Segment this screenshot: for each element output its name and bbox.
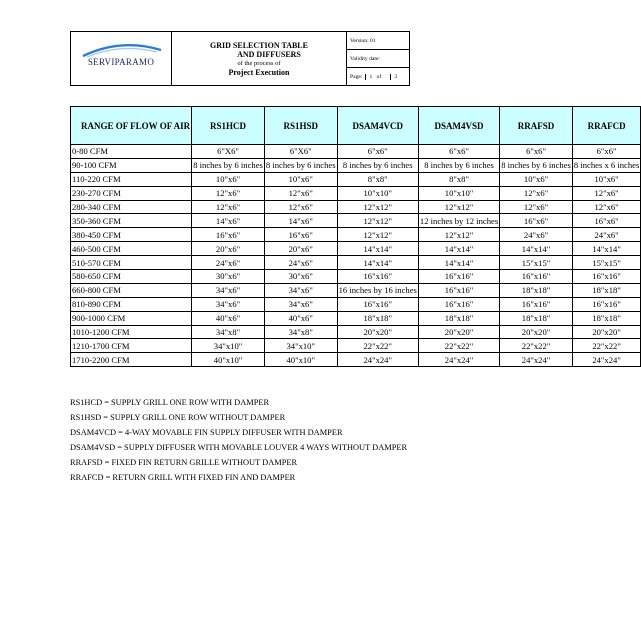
size-cell: 40"x10" <box>264 353 337 367</box>
size-cell: 6"X6" <box>192 145 265 159</box>
size-cell: 12"x6" <box>500 186 573 200</box>
size-cell: 16"x16" <box>418 297 499 311</box>
table-row <box>71 158 641 172</box>
size-cell: 12"x12" <box>337 200 418 214</box>
table-row <box>71 214 641 228</box>
size-cell: 8"x8" <box>418 172 499 186</box>
size-cell: 30"x6" <box>264 270 337 284</box>
document-title <box>172 32 347 86</box>
page-number: 1 of <box>365 74 387 80</box>
size-cell: 20"x20" <box>572 325 640 339</box>
size-cell: 14"x14" <box>337 256 418 270</box>
table-row <box>71 353 641 367</box>
flow-range-cell: 810-890 CFM <box>71 297 192 311</box>
size-cell: 12"x6" <box>192 200 265 214</box>
size-cell: 18"x18" <box>572 311 640 325</box>
version-text: Version: 01 <box>350 37 376 44</box>
size-cell: 34"x6" <box>192 297 265 311</box>
size-cell: 12"x6" <box>264 186 337 200</box>
size-cell: 16"x16" <box>572 270 640 284</box>
page-cell <box>347 68 410 86</box>
size-cell: 10"x10" <box>418 186 499 200</box>
size-cell: 14"x14" <box>418 242 499 256</box>
flow-range-cell: 460-500 CFM <box>71 242 192 256</box>
size-cell: 12"x12" <box>337 214 418 228</box>
column-header: RRAFSD <box>500 107 573 145</box>
size-cell: 16"x16" <box>500 297 573 311</box>
flow-range-cell: 580-650 CFM <box>71 270 192 284</box>
column-header: DSAM4VSD <box>418 107 499 145</box>
size-cell: 34"x10" <box>192 339 265 353</box>
page-label: Page: <box>350 73 363 80</box>
size-cell: 22"x22" <box>572 339 640 353</box>
size-cell: 24"x6" <box>264 256 337 270</box>
table-row <box>71 256 641 270</box>
size-cell: 14"x14" <box>418 256 499 270</box>
size-cell: 6"X6" <box>264 145 337 159</box>
size-cell: 20"x20" <box>337 325 418 339</box>
legend-item: RRAFSD = FIXED FIN RETURN GRILLE WITHOUT DAMPER <box>70 458 298 467</box>
size-cell: 15"x15" <box>500 256 573 270</box>
table-row <box>71 200 641 214</box>
size-cell: 18"x18" <box>337 311 418 325</box>
size-cell: 22"x22" <box>337 339 418 353</box>
table-row <box>71 172 641 186</box>
logo-cell <box>71 32 172 86</box>
table-row <box>71 145 641 159</box>
flow-range-cell: 900-1000 CFM <box>71 311 192 325</box>
column-header: DSAM4VCD <box>337 107 418 145</box>
size-cell: 16"x6" <box>572 214 640 228</box>
size-cell: 14"x6" <box>264 214 337 228</box>
size-cell: 24"x24" <box>418 353 499 367</box>
size-cell: 15"x15" <box>572 256 640 270</box>
flow-range-cell: 510-570 CFM <box>71 256 192 270</box>
legend-item: RS1HCD = SUPPLY GRILL ONE ROW WITH DAMPER <box>70 398 270 407</box>
validity-text: Validity date: <box>350 55 380 62</box>
size-cell: 24"x6" <box>500 228 573 242</box>
size-cell: 16"x6" <box>192 228 265 242</box>
size-cell: 12"x12" <box>418 228 499 242</box>
size-cell: 10"x6" <box>192 172 265 186</box>
flow-range-cell: 90-100 CFM <box>71 158 192 172</box>
column-header: RS1HSD <box>264 107 337 145</box>
size-cell: 20"x20" <box>500 325 573 339</box>
size-cell: 8 inches x 6 inches <box>573 160 640 171</box>
size-cell: 10"x6" <box>572 172 640 186</box>
size-cell: 22"x22" <box>418 339 499 353</box>
size-cell: 34"x10" <box>264 339 337 353</box>
table-row <box>71 325 641 339</box>
column-header: RS1HCD <box>192 107 265 145</box>
logo-text: SERVIPARAMO <box>87 57 155 67</box>
table-row <box>71 283 641 297</box>
size-cell: 14"x14" <box>500 242 573 256</box>
table-row <box>71 311 641 325</box>
table-body <box>71 145 641 367</box>
validity-cell <box>347 50 410 68</box>
size-cell: 10"x10" <box>337 186 418 200</box>
serviparamo-logo <box>77 40 165 72</box>
page-total: 3 <box>390 74 400 80</box>
legend-item: DSAM4VSD = SUPPLY DIFFUSER WITH MOVABLE LOUVER 4 WAYS WITHOUT DAMPER <box>70 443 408 452</box>
flow-range-cell: 1010-1200 CFM <box>71 325 192 339</box>
size-cell: 16 inches by 16 inches <box>338 285 417 296</box>
size-cell: 24"x24" <box>572 353 640 367</box>
size-cell: 12"x12" <box>337 228 418 242</box>
table-row <box>71 242 641 256</box>
size-cell: 14"x14" <box>337 242 418 256</box>
size-cell: 24"x24" <box>500 353 573 367</box>
flow-range-cell: 1710-2200 CFM <box>71 353 192 367</box>
size-cell: 24"x24" <box>337 353 418 367</box>
title-line-3: of the process of <box>237 59 281 67</box>
grid-selection-table <box>70 106 641 367</box>
flow-range-cell: 380-450 CFM <box>71 228 192 242</box>
flow-range-cell: 230-270 CFM <box>71 186 192 200</box>
size-cell: 16"x6" <box>500 214 573 228</box>
size-cell: 6"x6" <box>337 145 418 159</box>
table-row <box>71 186 641 200</box>
size-cell: 10"x6" <box>500 172 573 186</box>
size-cell: 34"x8" <box>264 325 337 339</box>
size-cell: 6"x6" <box>418 145 499 159</box>
size-cell: 22"x22" <box>500 339 573 353</box>
version-cell <box>347 32 410 50</box>
size-cell: 16"x16" <box>500 270 573 284</box>
flow-range-cell: 660-800 CFM <box>71 283 192 297</box>
size-cell: 40"x10" <box>192 353 265 367</box>
size-cell: 12"x6" <box>192 186 265 200</box>
size-cell: 8 inches by 6 inches <box>337 158 418 172</box>
table-row <box>71 339 641 353</box>
abbreviation-legend <box>70 395 407 485</box>
size-cell: 12"x6" <box>500 200 573 214</box>
size-cell: 18"x18" <box>418 311 499 325</box>
size-cell: 20"x6" <box>192 242 265 256</box>
size-cell: 24"x6" <box>192 256 265 270</box>
size-cell: 16"x16" <box>418 270 499 284</box>
size-cell: 16"x16" <box>337 297 418 311</box>
flow-range-cell: 280-340 CFM <box>71 200 192 214</box>
size-cell: 34"x6" <box>264 283 337 297</box>
size-cell: 8 inches by 6 inches <box>418 158 499 172</box>
size-cell: 24"x6" <box>572 228 640 242</box>
table-row <box>71 270 641 284</box>
size-cell: 18"x18" <box>500 311 573 325</box>
column-header: RRAFCD <box>572 107 640 145</box>
size-cell: 6"x6" <box>572 145 640 159</box>
legend-item: DSAM4VCD = 4-WAY MOVABLE FIN SUPPLY DIFFUSER WITH DAMPER <box>70 428 343 437</box>
size-cell: 34"x8" <box>192 325 265 339</box>
size-cell: 16"x16" <box>572 297 640 311</box>
size-cell: 34"x6" <box>264 297 337 311</box>
title-line-2: AND DIFFUSERS <box>237 49 301 59</box>
title-line-4: Project Execution <box>228 67 290 77</box>
flow-range-cell: 350-360 CFM <box>71 214 192 228</box>
size-cell: 6"x6" <box>500 145 573 159</box>
size-cell: 14"x14" <box>572 242 640 256</box>
table-header-row <box>71 107 641 145</box>
size-cell: 8 inches by 6 inches <box>265 160 336 171</box>
size-cell: 18"x18" <box>500 283 573 297</box>
size-cell: 12"x12" <box>418 200 499 214</box>
size-cell: 12"x6" <box>572 186 640 200</box>
size-cell: 12 inches by 12 inches <box>419 215 499 226</box>
size-cell: 30"x6" <box>192 270 265 284</box>
flow-range-cell: 110-220 CFM <box>71 172 192 186</box>
title-line-1: GRID SELECTION TABLE <box>210 40 308 50</box>
size-cell: 10"x6" <box>264 172 337 186</box>
size-cell: 20"x6" <box>264 242 337 256</box>
size-cell: 8 inches by 6 inches <box>193 160 263 171</box>
flow-range-cell: 1210-1700 CFM <box>71 339 192 353</box>
document-header <box>70 31 410 86</box>
size-cell: 18"x18" <box>572 283 640 297</box>
size-cell: 12"x6" <box>572 200 640 214</box>
table-row <box>71 228 641 242</box>
flow-range-cell: 0-80 CFM <box>71 145 192 159</box>
size-cell: 16"x6" <box>264 228 337 242</box>
legend-item: RRAFCD = RETURN GRILL WITH FIXED FIN AND DAMPER <box>70 473 296 482</box>
legend-item: RS1HSD = SUPPLY GRILL ONE ROW WITHOUT DAMPER <box>70 413 286 422</box>
size-cell: 14"x6" <box>192 214 265 228</box>
size-cell: 8"x8" <box>337 172 418 186</box>
size-cell: 12"x6" <box>264 200 337 214</box>
size-cell: 16"x16" <box>337 270 418 284</box>
size-cell: 34"x6" <box>192 283 265 297</box>
column-header: RANGE OF FLOW OF AIR <box>71 107 192 145</box>
size-cell: 16"x16" <box>418 283 499 297</box>
size-cell: 40"x6" <box>264 311 337 325</box>
table-row <box>71 297 641 311</box>
size-cell: 40"x6" <box>192 311 265 325</box>
size-cell: 8 inches by 6 inches <box>501 160 571 171</box>
size-cell: 20"x20" <box>418 325 499 339</box>
